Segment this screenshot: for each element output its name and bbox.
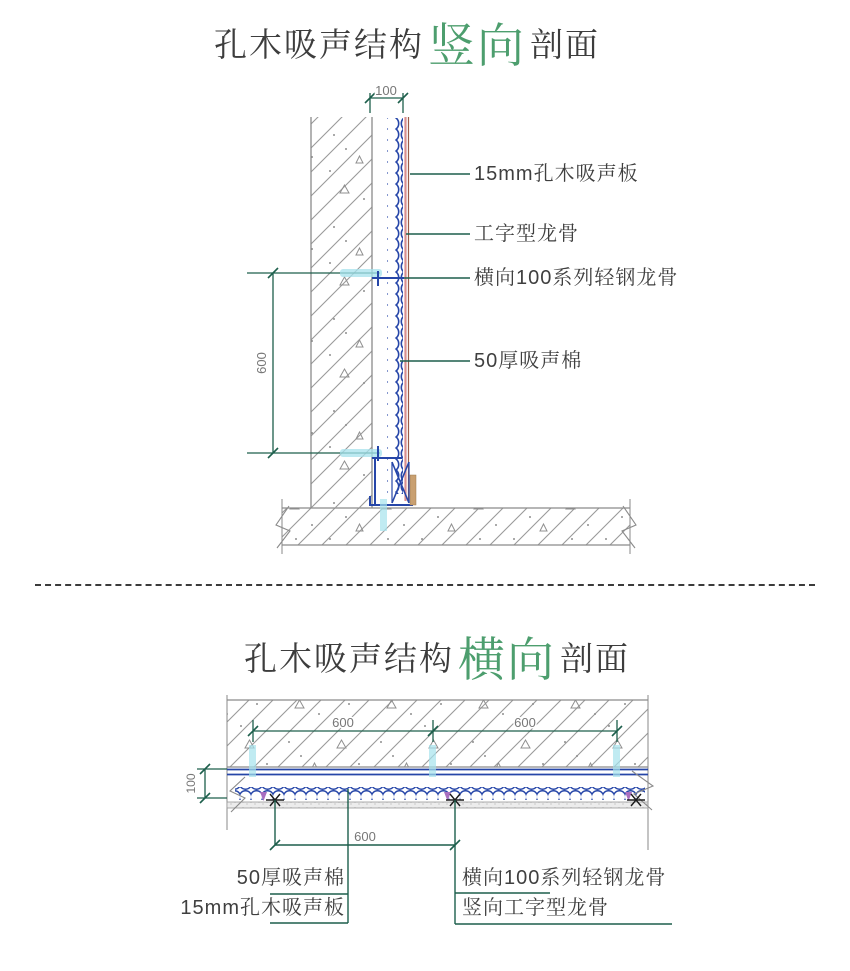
- leader-lines: [400, 174, 470, 361]
- title2-highlight: 横向: [458, 632, 556, 686]
- title2-prefix: 孔木吸声结构: [244, 639, 454, 677]
- dim-left-value: 100: [184, 773, 198, 794]
- horizontal-section-title: [12, 630, 850, 686]
- steel-keel-lines: [227, 770, 648, 775]
- dimension-left-100: [197, 764, 227, 803]
- wood-panel-strip: [227, 802, 648, 808]
- vertical-section-drawing: [230, 85, 660, 565]
- label-wood-panel: 15mm孔木吸声板: [474, 163, 639, 185]
- dim-top-value: 100: [375, 83, 397, 98]
- dim-top2-value: 600: [514, 715, 536, 730]
- acoustic-cotton-band: [235, 787, 645, 800]
- wood-panel-lines: [406, 117, 409, 501]
- dashed-separator: [35, 584, 815, 586]
- title1-suffix: 剖面: [530, 25, 600, 63]
- label2-cotton: 50厚吸声棉: [236, 867, 345, 889]
- concrete-slab: [227, 695, 648, 850]
- dim-top1-value: 600: [332, 715, 354, 730]
- label-i-keel: 工字型龙骨: [474, 223, 579, 245]
- label2-wood-panel: 15mm孔木吸声板: [180, 897, 345, 919]
- label-cotton: 50厚吸声棉: [474, 350, 583, 372]
- title1-prefix: 孔木吸声结构: [214, 25, 424, 63]
- label-steel-keel: 横向100系列轻钢龙骨: [474, 267, 679, 289]
- label2-i-keel: 竖向工字型龙骨: [462, 897, 609, 919]
- title1-highlight: 竖向: [428, 18, 526, 72]
- dim-left-value: 600: [254, 352, 269, 374]
- vertical-section-title: [0, 16, 832, 72]
- title2-suffix: 剖面: [560, 639, 630, 677]
- floor-anchor-cyan: [380, 499, 387, 531]
- acoustic-cotton-coil: [387, 118, 403, 494]
- dim-bottom-value: 600: [354, 829, 376, 844]
- wood-wedge: [410, 475, 416, 505]
- label2-steel-keel: 横向100系列轻钢龙骨: [462, 867, 667, 889]
